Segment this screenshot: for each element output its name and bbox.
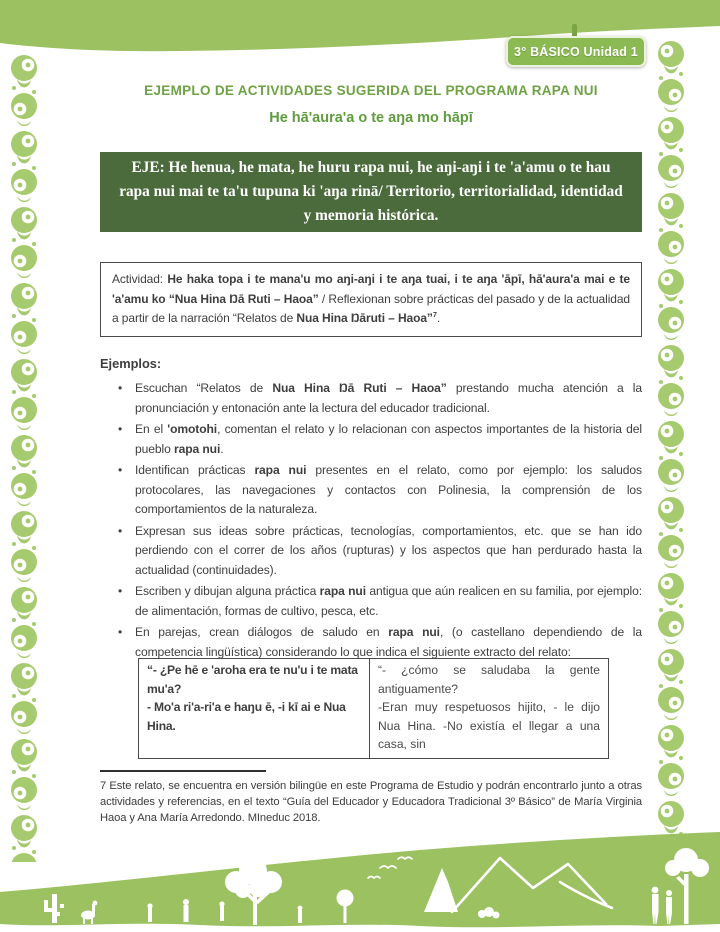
dialogue-line: “- ¿cómo se saludaba la gente antiguamente? xyxy=(378,663,600,696)
eje-text: EJE: He henua, he mata, he huru rapa nui, he aŋi-aŋi i te 'a'amu o te hau rapa nui mai te ta'u tupuna ki 'aŋa rinā/ Territorio, territorialidad, identidad y memoria histórica. xyxy=(119,159,623,224)
example-item-text: Escuchan “Relatos de Nua Hina Ŋā Ruti – Haoa” prestando mucha atención a la pronunciación y entonación ante la lectura del educador tradicional. xyxy=(135,381,643,415)
example-item-text: En parejas, crean diálogos de saludo en rapa nui, (o castellano dependiendo de la competencia lingüística) considerando lo que indica el siguiente extracto del relato: xyxy=(135,625,643,659)
table-row xyxy=(139,659,609,759)
example-item-6 xyxy=(114,623,642,662)
page-title: EJEMPLO DE ACTIVIDADES SUGERIDA DEL PROGRAMA RAPA NUI xyxy=(144,83,598,98)
koru-border-left-icon xyxy=(7,52,41,862)
footnote-divider xyxy=(100,770,266,772)
dialogue-line: - Mo'a ri'a-ri'a e haŋu ē, -i kī ai e Nua Hina. xyxy=(147,700,346,733)
example-item-text: Expresan sus ideas sobre prácticas, tecnologías, comportamientos, etc. que se han ido perdiendo con el correr de los años (rupturas) y los aspectos que han perdurado hasta la actualidad (continuidades). xyxy=(135,523,642,577)
bottom-landscape-art xyxy=(0,830,720,932)
unit-badge xyxy=(506,36,646,67)
dialogue-line: “- ¿Pe hē e 'aroha era te nu'u i te mata mu'a? xyxy=(147,663,358,696)
example-item-3 xyxy=(114,461,642,520)
examples-list xyxy=(114,379,642,664)
dialogue-table xyxy=(138,658,609,759)
page-subtitle: He hā'aura'a o te aŋa mo hāpī xyxy=(269,110,473,126)
example-item-2 xyxy=(114,420,642,459)
dialogue-cell-spanish xyxy=(370,659,609,759)
dialogue-cell-rapanui xyxy=(139,659,370,759)
eje-banner xyxy=(100,152,642,232)
unit-badge-label: 3° BÁSICO Unidad 1 xyxy=(514,44,638,59)
example-item-text: Identifican prácticas rapa nui presentes en el relato, como por ejemplo: los saludos protocolares, las navegaciones y contactos con Polinesia, la comprensión de los comportamientos de la naturaleza. xyxy=(135,463,642,516)
examples-heading: Ejemplos: xyxy=(100,356,162,371)
footnote-text: 7 Este relato, se encuentra en versión bilingüe en este Programa de Estudio y podrán encontrarlo junto a otras actividades y referencias, en el texto “Guía del Educador y Educadora Tradicional 3º Básico” de María Virginia Haoa y Ana María Arredondo. MIneduc 2018. xyxy=(100,780,642,824)
example-item-text: Escriben y dibujan alguna práctica rapa nui antigua que aún realicen en su familia, por ejemplo: de alimentación, formas de cultivo, pesca, etc. xyxy=(135,584,642,618)
activity-box xyxy=(100,262,642,337)
example-item-4 xyxy=(114,522,642,581)
dialogue-line: -Eran muy respetuosos hijito, - le dijo Nua Hina. -No existía el llegar a una casa, sin xyxy=(378,700,600,751)
activity-text: Actividad: He haka topa i te mana'u mo aŋi-aŋi i te aŋa tuai, i te aŋa 'āpī, hā'aura'a mai e te 'a'amu ko “Nua Hina Ŋā Ruti – Haoa” / Reflexionan sobre prácticas del pasado y de la actualidad a partir de la narración “Relatos de Nua Hina Ŋāruti – Haoa”$^7$. xyxy=(112,272,630,325)
example-item-1 xyxy=(114,379,642,418)
example-item-text: En el 'omotohi, comentan el relato y lo relacionan con aspectos importantes de la historia del pueblo rapa nui. xyxy=(135,422,642,456)
example-item-5 xyxy=(114,582,642,621)
koru-border-right-icon xyxy=(653,38,689,838)
